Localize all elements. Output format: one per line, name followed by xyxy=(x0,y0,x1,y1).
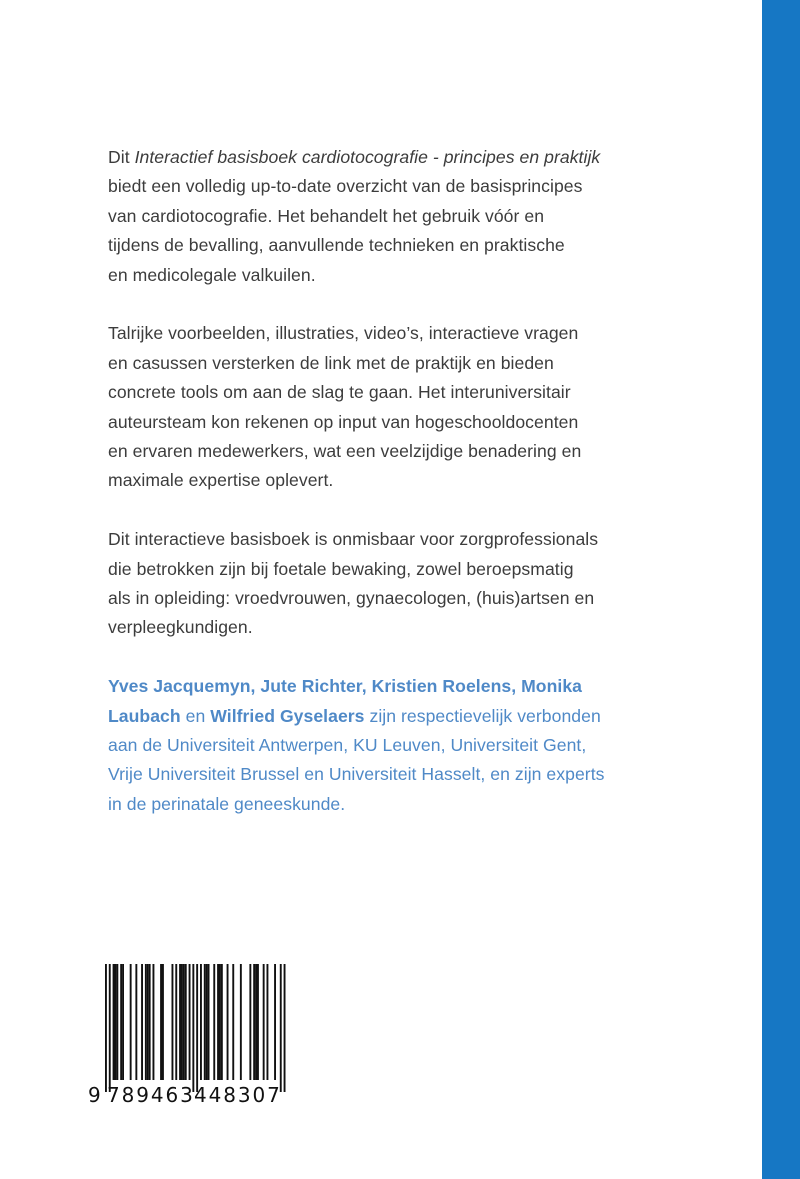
book-title-italic: Interactief basisboek cardiotocografie - principes en praktijk xyxy=(134,147,601,167)
features-line: en ervaren medewerkers, wat een veelzijdige benadering en xyxy=(108,441,582,462)
author-affiliation-line: aan de Universiteit Antwerpen, KU Leuven, Universiteit Gent, xyxy=(108,735,587,756)
barcode-guard-bar xyxy=(192,964,194,1092)
barcode-number xyxy=(88,1083,288,1109)
barcode-bar xyxy=(274,964,276,1080)
intro-lead: Dit xyxy=(108,147,135,167)
barcode-bar xyxy=(221,964,223,1080)
barcode-bar xyxy=(206,964,208,1080)
barcode-bar xyxy=(135,964,137,1080)
author-affiliation-text: zijn respectievelijk verbonden xyxy=(364,705,601,726)
barcode-bar xyxy=(116,964,118,1080)
barcode-bar xyxy=(213,964,215,1080)
barcode-bar xyxy=(141,964,143,1080)
intro-line: en medicolegale valkuilen. xyxy=(108,264,316,285)
paragraph-authors xyxy=(108,672,628,819)
paragraph-audience xyxy=(108,525,628,643)
barcode-guard-bar xyxy=(280,964,282,1092)
author-name: Wilfried Gyselaers xyxy=(210,705,365,726)
barcode-bar xyxy=(249,964,251,1080)
audience-line: die betrokken zijn bij foetale bewaking, zowel beroepsmatig xyxy=(108,558,574,579)
barcode-bar xyxy=(183,964,185,1080)
barcode-bar xyxy=(115,964,117,1080)
barcode-guard-bar xyxy=(109,964,111,1092)
blurb-text xyxy=(108,143,628,849)
barcode-bar xyxy=(179,964,181,1080)
barcode-bar xyxy=(172,964,174,1080)
audience-line: Dit interactieve basisboek is onmisbaar voor zorgprofessionals xyxy=(108,529,599,550)
barcode-bar xyxy=(160,964,162,1080)
intro-line: biedt een volledig up-to-date overzicht van de basisprincipes xyxy=(108,176,583,197)
features-line: auteursteam kon rekenen op input van hogeschooldocenten xyxy=(108,411,579,432)
barcode-bar xyxy=(189,964,191,1080)
barcode-bar xyxy=(257,964,259,1080)
barcode-bar xyxy=(120,964,122,1080)
barcode-bar xyxy=(181,964,183,1080)
barcode-guard-bar xyxy=(105,964,107,1092)
barcode-bar xyxy=(240,964,242,1080)
barcode-digit-group-right: 448307 xyxy=(194,1083,282,1107)
intro-line: van cardiotocografie. Het behandelt het gebruik vóór en xyxy=(108,205,545,226)
features-line: en casussen versterken de link met de praktijk en bieden xyxy=(108,352,554,373)
author-affiliation-line: Vrije Universiteit Brussel en Universiteit Hasselt, en zijn experts xyxy=(108,764,605,785)
author-conjunction: en xyxy=(180,705,211,726)
blue-spine-band xyxy=(762,0,800,1179)
author-name: Laubach xyxy=(108,705,181,726)
barcode-bar xyxy=(122,964,124,1080)
barcode-bar xyxy=(204,964,206,1080)
barcode-bar xyxy=(130,964,132,1080)
features-line: maximale expertise oplevert. xyxy=(108,470,334,491)
barcode-bar xyxy=(185,964,187,1080)
barcode-bar xyxy=(219,964,221,1080)
author-names-line-2 xyxy=(108,702,628,731)
barcode-bar xyxy=(267,964,269,1080)
barcode-bar xyxy=(217,964,219,1080)
author-affiliation-line: in de perinatale geneeskunde. xyxy=(108,793,346,814)
barcode-bar xyxy=(253,964,255,1080)
barcode-digit-group-left: 789463 xyxy=(107,1083,195,1107)
barcode-bar xyxy=(208,964,210,1080)
barcode-bar xyxy=(255,964,257,1080)
barcode-bar xyxy=(200,964,202,1080)
audience-line: verpleegkundigen. xyxy=(108,617,253,638)
barcode-bar xyxy=(263,964,265,1080)
barcode-bar xyxy=(232,964,234,1080)
barcode-bar xyxy=(147,964,149,1080)
barcode-bar xyxy=(175,964,177,1080)
audience-line: als in opleiding: vroedvrouwen, gynaecologen, (huis)artsen en xyxy=(108,588,595,609)
barcode-guard-bar xyxy=(196,964,198,1092)
paragraph-features xyxy=(108,319,628,495)
features-line: concrete tools om aan de slag te gaan. Het interuniversitair xyxy=(108,382,571,403)
barcode-lead-digit: 9 xyxy=(88,1083,101,1107)
intro-first-line xyxy=(108,143,628,172)
barcode-bar xyxy=(162,964,164,1080)
barcode-bar xyxy=(145,964,147,1080)
author-names-line: Yves Jacquemyn, Jute Richter, Kristien Roelens, Monika xyxy=(108,676,582,697)
features-line: Talrijke voorbeelden, illustraties, video’s, interactieve vragen xyxy=(108,323,579,344)
barcode-bar xyxy=(227,964,229,1080)
intro-line: tijdens de bevalling, aanvullende technieken en praktische xyxy=(108,235,565,256)
paragraph-intro xyxy=(108,143,628,290)
barcode-bar xyxy=(153,964,155,1080)
barcode-bar xyxy=(113,964,115,1080)
barcode-bar xyxy=(149,964,151,1080)
barcode-guard-bar xyxy=(284,964,286,1092)
